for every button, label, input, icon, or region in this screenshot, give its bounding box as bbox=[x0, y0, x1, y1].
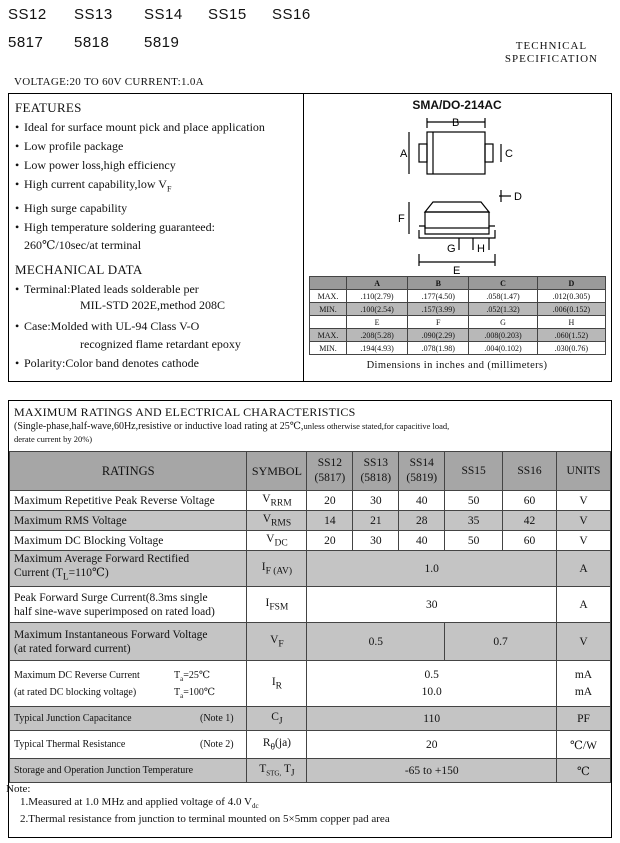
tech-line-2: SPECIFICATION bbox=[504, 53, 598, 65]
feature-item: • Low profile package bbox=[15, 139, 124, 153]
ratings-title: MAXIMUM RATINGS AND ELECTRICAL CHARACTERISTICS bbox=[14, 405, 356, 419]
table-row: Maximum Repetitive Peak Reverse Voltage $V_{RRM}$ 20 30 40 50 60 V bbox=[10, 491, 611, 511]
mechanical-item-continued: recognized flame retardant epoxy bbox=[80, 337, 241, 351]
ratings-subtitle: (Single-phase,half-wave,60Hz,resistive or inductive load rating at 25℃,unless otherwise stated,for capacitive load, derate current by 20%) bbox=[14, 421, 450, 444]
features-list bbox=[15, 119, 300, 253]
dimension-label: E bbox=[453, 265, 461, 276]
table-row: Typical Thermal Resistance (Note 2) $R_\theta(ja)$ 20 ℃/W bbox=[10, 731, 611, 759]
table-row: Maximum DC Blocking Voltage $V_{DC}$ 20 30 40 50 60 V bbox=[10, 531, 611, 551]
header-ss14: SS14 (5819) bbox=[399, 452, 445, 491]
notes-title: Note: bbox=[6, 783, 31, 795]
tech-line-1: TECHNICAL bbox=[515, 40, 588, 52]
table-row: Maximum DC Reverse Current $T_a=25℃$ (at rated DC blocking voltage) $T_a=100℃$ $I_R$ 0.5 10.0 mA mA bbox=[10, 661, 611, 707]
table-row: Maximum Instantaneous Forward Voltage (at rated forward current) $V_F$ 0.5 0.7 V bbox=[10, 623, 611, 661]
part-number: SS12 bbox=[8, 6, 47, 23]
table-row: Storage and Operation Junction Temperature $T_{STG,}$ $T_J$ -65 to +150 ℃ bbox=[10, 759, 611, 783]
feature-item: • High temperature soldering guaranteed: bbox=[15, 220, 215, 235]
part-number: SS14 bbox=[144, 6, 183, 23]
feature-item: • High surge capability bbox=[15, 201, 128, 216]
note-2: 2.Thermal resistance from junction to terminal mounted on 5×5mm copper pad area bbox=[20, 813, 390, 826]
part-number: SS13 bbox=[74, 6, 113, 23]
dimension-label: A bbox=[400, 148, 408, 160]
divider bbox=[303, 94, 304, 381]
feature-item-continued: 260℃/10sec/at terminal bbox=[24, 238, 142, 253]
header-ratings: RATINGS bbox=[10, 452, 247, 491]
mechanical-item: • Terminal:Plated leads solderable per bbox=[15, 282, 199, 296]
ratings-table bbox=[9, 451, 611, 783]
table-row: MIN. .194(4.93) .078(1.98) .004(0.102) .030(0.76) bbox=[310, 342, 606, 355]
part-number: 5819 bbox=[144, 34, 180, 51]
table-row: Maximum Average Forward Rectified Current $(T_L=110℃)$ $I_{F (AV)}$ 1.0 A bbox=[10, 551, 611, 587]
mechanical-data-title: MECHANICAL DATA bbox=[15, 262, 143, 277]
dimension-label: F bbox=[398, 213, 405, 225]
part-number-row-1 bbox=[8, 6, 311, 23]
part-number-row-2 bbox=[8, 34, 308, 51]
package-outline-drawing bbox=[389, 114, 539, 276]
features-title: FEATURES bbox=[15, 100, 82, 115]
table-row: E F G H bbox=[310, 316, 606, 329]
table-row: Typical Junction Capacitance (Note 1) $C_J$ 110 PF bbox=[10, 707, 611, 731]
feature-item: • High current capability,low $V_F$ bbox=[15, 177, 172, 194]
feature-item: • Low power loss,high efficiency bbox=[15, 158, 176, 172]
dimensions-caption: Dimensions in inches and (millimeters) bbox=[366, 360, 548, 371]
header-ss12: SS12 (5817) bbox=[307, 452, 353, 491]
dimension-table bbox=[309, 276, 606, 355]
dimension-label: C bbox=[505, 148, 513, 160]
header-ss16: SS16 bbox=[503, 452, 557, 491]
dimension-label: H bbox=[477, 243, 485, 255]
dimension-label: B bbox=[452, 117, 460, 129]
part-number: SS16 bbox=[272, 6, 311, 23]
table-row: MAX. .110(2.79) .177(4.50) .058(1.47) .012(0.305) bbox=[310, 290, 606, 303]
table-row: MIN. .100(2.54) .157(3.99) .052(1.32) .006(0.152) bbox=[310, 303, 606, 316]
header-ss15: SS15 bbox=[445, 452, 503, 491]
technical-specification-label bbox=[505, 40, 598, 66]
note-1: 1.Measured at 1.0 MHz and applied voltage of 4.0 $V_{dc}$ bbox=[20, 796, 259, 811]
header-ss13: SS13 (5818) bbox=[353, 452, 399, 491]
mechanical-list bbox=[15, 281, 300, 371]
ratings-box bbox=[8, 400, 612, 838]
table-row: MAX. .208(5.28) .090(2.29) .008(0.203) .060(1.52) bbox=[310, 329, 606, 342]
part-number: 5818 bbox=[74, 34, 110, 51]
table-row: Maximum RMS Voltage $V_{RMS}$ 14 21 28 35 42 V bbox=[10, 511, 611, 531]
table-row: A B C D bbox=[310, 277, 606, 290]
features-package-box bbox=[8, 93, 612, 382]
part-number: SS15 bbox=[208, 6, 247, 23]
table-row: Peak Forward Surge Current(8.3ms single half sine-wave superimposed on rated load) $I_{FSM}$ 30 A bbox=[10, 587, 611, 623]
feature-item: • Ideal for surface mount pick and place application bbox=[15, 120, 265, 134]
header-units: UNITS bbox=[556, 452, 610, 491]
mechanical-item-continued: MIL-STD 202E,method 208C bbox=[80, 298, 225, 312]
part-number: 5817 bbox=[8, 34, 44, 51]
dimension-label: D bbox=[514, 191, 522, 203]
mechanical-item: • Polarity:Color band denotes cathode bbox=[15, 356, 199, 370]
package-title: SMA/DO-214AC bbox=[412, 98, 502, 112]
mechanical-item: • Case:Molded with UL-94 Class V-O bbox=[15, 319, 200, 333]
voltage-current-spec: VOLTAGE:20 TO 60V CURRENT:1.0A bbox=[14, 76, 204, 88]
dimension-label: G bbox=[447, 243, 456, 255]
notes bbox=[6, 783, 390, 826]
header-symbol: SYMBOL bbox=[247, 452, 307, 491]
table-header-row bbox=[10, 452, 611, 491]
